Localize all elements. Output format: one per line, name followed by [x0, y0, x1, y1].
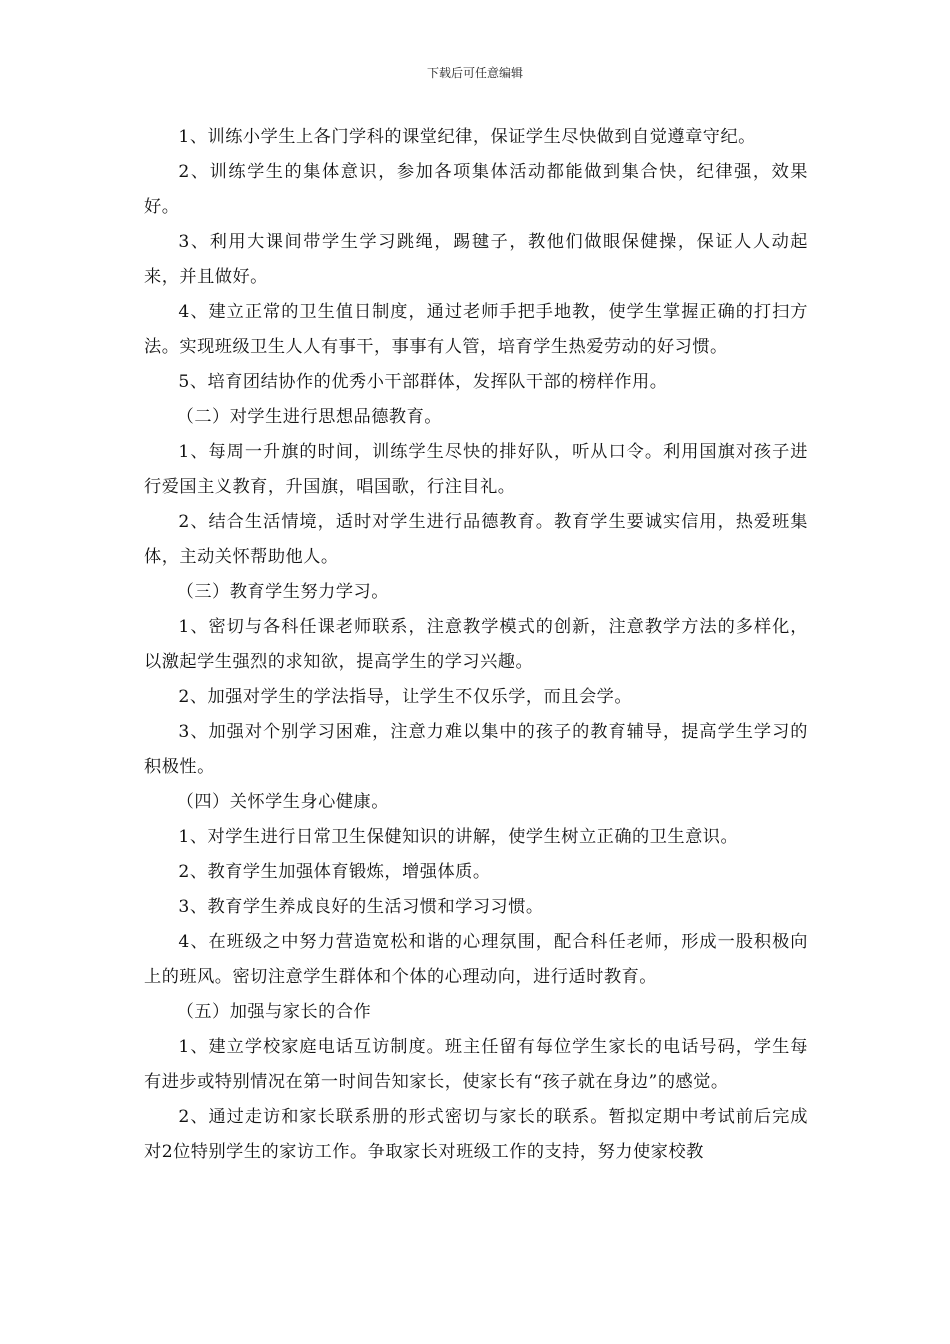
section-heading-5: （五）加强与家长的合作 — [176, 1002, 372, 1022]
paragraph-13: 3、教育学生养成良好的生活习惯和学习习惯。 — [178, 897, 544, 917]
document-body — [144, 120, 808, 1170]
paragraph-1: 1、训练小学生上各门学科的课堂纪律，保证学生尽快做到自觉遵章守纪。 — [178, 127, 756, 147]
paragraph-12: 2、教育学生加强体育锻炼，增强体质。 — [178, 862, 491, 882]
paragraph-7: 2、结合生活情境，适时对学生进行品德教育。教育学生要诚实信用，热爱班集体，主动关怀帮助他人。 — [144, 512, 808, 567]
paragraph-11: 1、对学生进行日常卫生保健知识的讲解，使学生树立正确的卫生意识。 — [178, 827, 739, 847]
section-heading-3: （三）教育学生努力学习。 — [176, 582, 389, 602]
paragraph-3: 3、利用大课间带学生学习跳绳，踢毽子，教他们做眼保健操，保证人人动起来，并且做好。 — [144, 232, 808, 287]
paragraph-5: 5、培育团结协作的优秀小干部群体，发挥队干部的榜样作用。 — [178, 372, 668, 392]
paragraph-15: 1、建立学校家庭电话互访制度。班主任留有每位学生家长的电话号码，学生每有进步或特别情况在第一时间告知家长，使家长有“孩子就在身边”的感觉。 — [144, 1037, 808, 1092]
section-heading-2: （二）对学生进行思想品德教育。 — [176, 407, 442, 427]
paragraph-8: 1、密切与各科任课老师联系，注意教学模式的创新，注意教学方法的多样化，以激起学生强烈的求知欲，提高学生的学习兴趣。 — [144, 617, 808, 672]
paragraph-14: 4、在班级之中努力营造宽松和谐的心理氛围，配合科任老师，形成一股积极向上的班风。密切注意学生群体和个体的心理动向，进行适时教育。 — [144, 932, 808, 987]
paragraph-6: 1、每周一升旗的时间，训练学生尽快的排好队，听从口令。利用国旗对孩子进行爱国主义教育，升国旗，唱国歌，行注目礼。 — [144, 442, 808, 497]
page-header: 下载后可任意编辑 — [426, 66, 523, 80]
paragraph-10: 3、加强对个别学习困难，注意力难以集中的孩子的教育辅导，提高学生学习的积极性。 — [144, 722, 808, 777]
paragraph-16: 2、通过走访和家长联系册的形式密切与家长的联系。暂拟定期中考试前后完成对2位特别学生的家访工作。争取家长对班级工作的支持，努力使家校教 — [144, 1107, 808, 1162]
paragraph-9: 2、加强对学生的学法指导，让学生不仅乐学，而且会学。 — [178, 687, 633, 707]
section-heading-4: （四）关怀学生身心健康。 — [176, 792, 389, 812]
paragraph-2: 2、训练学生的集体意识，参加各项集体活动都能做到集合快，纪律强，效果好。 — [144, 162, 808, 217]
paragraph-4: 4、建立正常的卫生值日制度，通过老师手把手地教，使学生掌握正确的打扫方法。实现班级卫生人人有事干，事事有人管，培育学生热爱劳动的好习惯。 — [144, 302, 808, 357]
